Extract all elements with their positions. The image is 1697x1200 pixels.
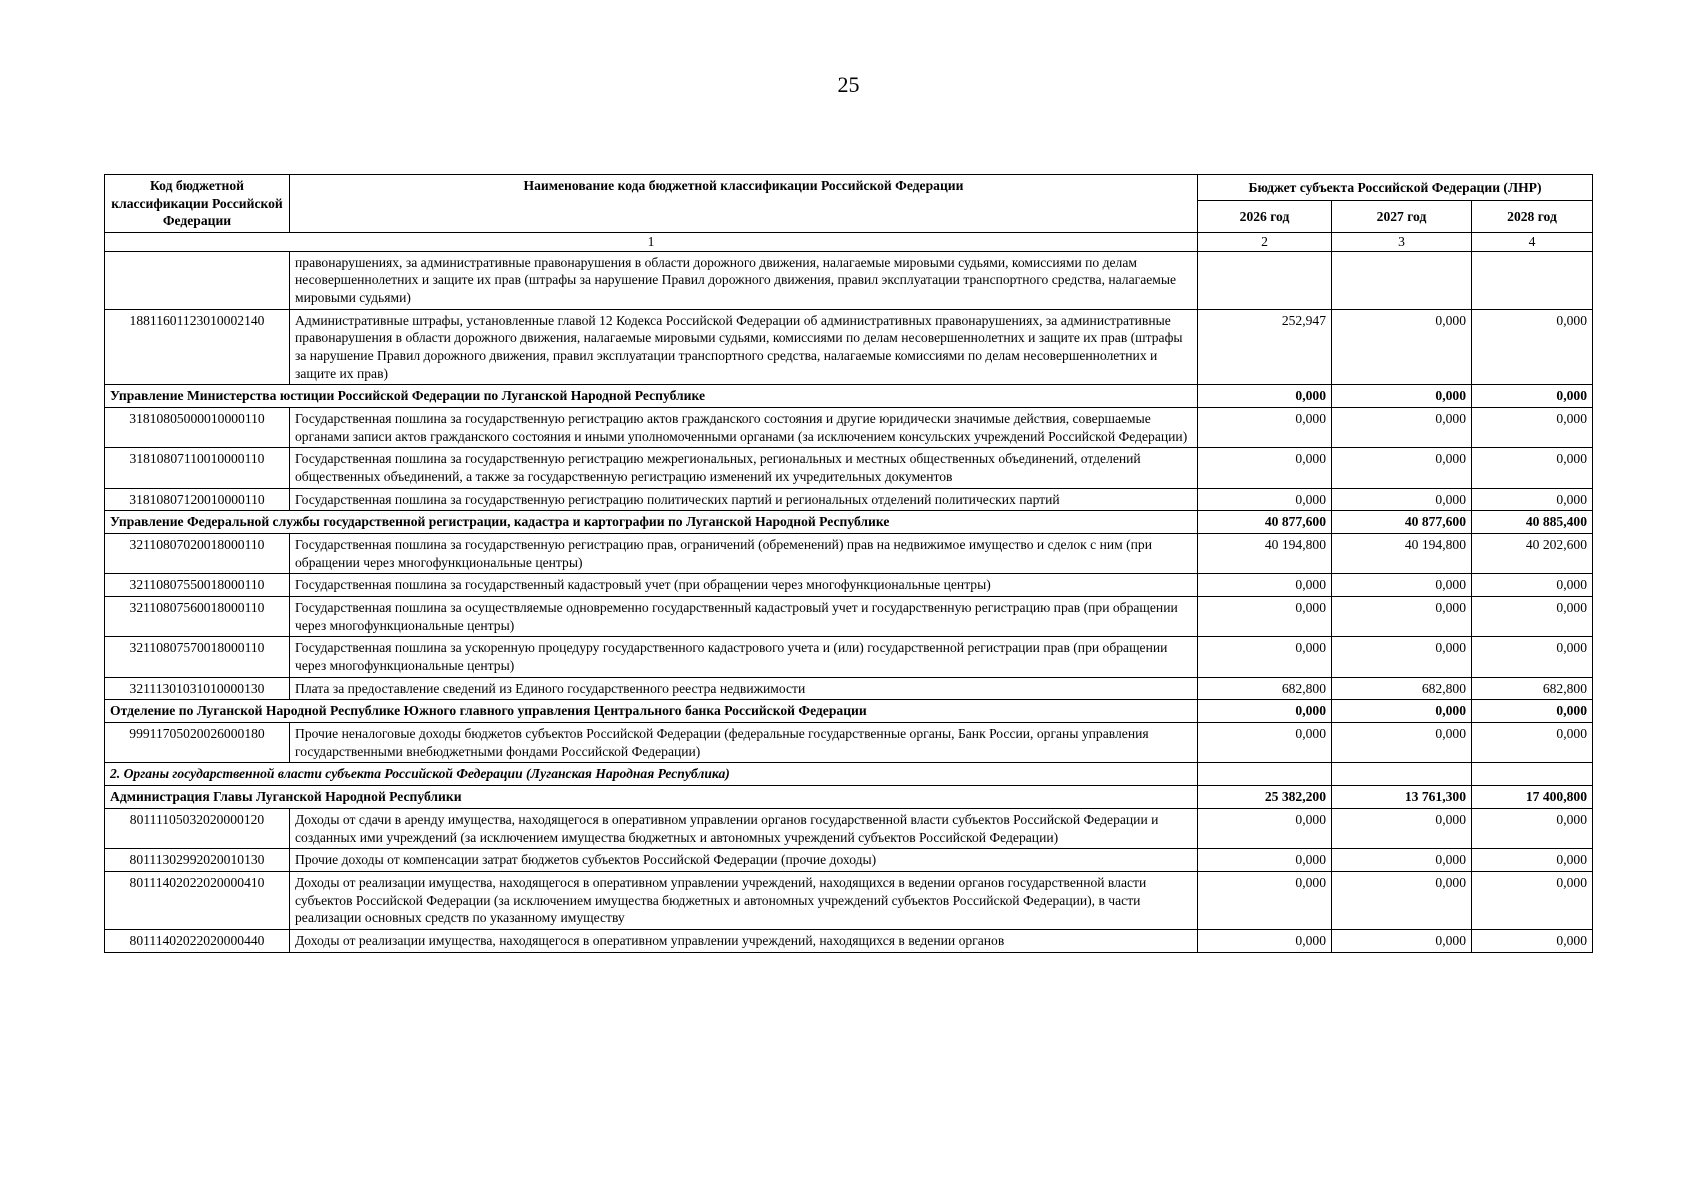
value-2027: 13 761,300 (1332, 786, 1472, 809)
value-2028: 17 400,800 (1472, 786, 1593, 809)
table-row (105, 448, 1593, 488)
value-2028: 0,000 (1472, 574, 1593, 597)
value-2028 (1472, 251, 1593, 309)
table-row (105, 849, 1593, 872)
value-2027: 0,000 (1332, 700, 1472, 723)
section-row (105, 786, 1593, 809)
table-row (105, 408, 1593, 448)
value-2027 (1332, 251, 1472, 309)
column-numbers-row (105, 233, 1593, 252)
value-2026: 682,800 (1198, 677, 1332, 700)
row-name: Административные штрафы, установленные главой 12 Кодекса Российской Федерации об административных правонарушениях, за административные правонарушения в области дорожного движения, налагаемые мировыми судьями, комиссиями по делам несовершеннолетних и защите их прав (штрафы за нарушение Правил дорожного движения, правил эксплуатации транспортного средства, налагаемые комиссиями по делам несовершеннолетних и защите их прав) (290, 309, 1198, 385)
value-2027: 0,000 (1332, 488, 1472, 511)
row-code: 80111402022020000440 (105, 929, 290, 952)
value-2027: 40 877,600 (1332, 511, 1472, 534)
value-2026: 0,000 (1198, 700, 1332, 723)
value-2028: 682,800 (1472, 677, 1593, 700)
value-2026: 0,000 (1198, 597, 1332, 637)
row-code: 31810805000010000110 (105, 408, 290, 448)
value-2027: 0,000 (1332, 385, 1472, 408)
section-row (105, 700, 1593, 723)
table-row (105, 488, 1593, 511)
row-name: Доходы от реализации имущества, находящегося в оперативном управлении учреждений, находящихся в ведении органов государственной власти субъектов Российской Федерации (за исключением имущества бюджетных и автономных учреждений субъектов Российской Федерации), в части реализации основных средств по указанному имуществу (290, 871, 1198, 929)
table-row (105, 574, 1593, 597)
row-code: 99911705020026000180 (105, 723, 290, 763)
value-2028: 0,000 (1472, 700, 1593, 723)
value-2028: 0,000 (1472, 385, 1593, 408)
value-2026: 0,000 (1198, 385, 1332, 408)
row-name: Государственная пошлина за государственную регистрацию актов гражданского состояния и другие юридически значимые действия, совершаемые органами записи актов гражданского состояния и иными уполномоченными органами (за исключением консульских учреждений Российской Федерации) (290, 408, 1198, 448)
value-2027: 0,000 (1332, 574, 1472, 597)
value-2028: 40 885,400 (1472, 511, 1593, 534)
row-code: 80111105032020000120 (105, 808, 290, 848)
section-title: Отделение по Луганской Народной Республике Южного главного управления Центрального банка Российской Федерации (105, 700, 1198, 723)
value-2026: 0,000 (1198, 723, 1332, 763)
value-2027: 0,000 (1332, 637, 1472, 677)
value-2028: 0,000 (1472, 871, 1593, 929)
value-2028: 0,000 (1472, 637, 1593, 677)
row-code: 31810807110010000110 (105, 448, 290, 488)
value-2026: 40 194,800 (1198, 534, 1332, 574)
row-name: Государственная пошлина за ускоренную процедуру государственного кадастрового учета и (или) государственной регистрации прав (при обращении через многофункциональные центры) (290, 637, 1198, 677)
value-2026 (1198, 251, 1332, 309)
table-row (105, 808, 1593, 848)
value-2028: 0,000 (1472, 849, 1593, 872)
category-title: 2. Органы государственной власти субъекта Российской Федерации (Луганская Народная Республика) (105, 763, 1198, 786)
header-year-2027: 2027 год (1332, 201, 1472, 233)
table-row (105, 534, 1593, 574)
table-row (105, 929, 1593, 952)
section-title: Администрация Главы Луганской Народной Республики (105, 786, 1198, 809)
col-number-3: 3 (1332, 233, 1472, 252)
value-2028: 40 202,600 (1472, 534, 1593, 574)
table-row (105, 637, 1593, 677)
table-row (105, 309, 1593, 385)
budget-table (104, 174, 1593, 953)
section-row (105, 511, 1593, 534)
value-2028: 0,000 (1472, 309, 1593, 385)
value-2028: 0,000 (1472, 723, 1593, 763)
header-name: Наименование кода бюджетной классификации Российской Федерации (290, 175, 1198, 233)
row-name: Доходы от реализации имущества, находящегося в оперативном управлении учреждений, находящихся в ведении органов (290, 929, 1198, 952)
table-row (105, 871, 1593, 929)
value-2027: 0,000 (1332, 408, 1472, 448)
value-2027: 0,000 (1332, 871, 1472, 929)
value-2027: 0,000 (1332, 448, 1472, 488)
table-row (105, 251, 1593, 309)
row-code: 18811601123010002140 (105, 309, 290, 385)
value-2026: 0,000 (1198, 637, 1332, 677)
col-number-4: 4 (1472, 233, 1593, 252)
col-number-1: 1 (105, 233, 1198, 252)
value-2027: 682,800 (1332, 677, 1472, 700)
section-row (105, 385, 1593, 408)
row-code: 80111402022020000410 (105, 871, 290, 929)
row-name: Прочие доходы от компенсации затрат бюджетов субъектов Российской Федерации (прочие доходы) (290, 849, 1198, 872)
col-number-2: 2 (1198, 233, 1332, 252)
header-budget: Бюджет субъекта Российской Федерации (ЛНР) (1198, 175, 1593, 201)
row-name: Государственная пошлина за государственную регистрацию политических партий и региональных отделений политических партий (290, 488, 1198, 511)
value-2027: 40 194,800 (1332, 534, 1472, 574)
value-2026: 0,000 (1198, 849, 1332, 872)
row-code (105, 251, 290, 309)
value-2026: 0,000 (1198, 448, 1332, 488)
section-title: Управление Министерства юстиции Российской Федерации по Луганской Народной Республике (105, 385, 1198, 408)
value-2027: 0,000 (1332, 808, 1472, 848)
row-name: Доходы от сдачи в аренду имущества, находящегося в оперативном управлении органов государственной власти субъектов Российской Федерации и созданных ими учреждений (за исключением имущества бюджетных и автономных учреждений субъектов Российской Федерации) (290, 808, 1198, 848)
row-name: Государственная пошлина за государственную регистрацию межрегиональных, региональных и местных общественных объединений, отделений общественных объединений, а также за государственную регистрацию изменений их учредительных документов (290, 448, 1198, 488)
value-2026: 0,000 (1198, 574, 1332, 597)
value-2026: 0,000 (1198, 408, 1332, 448)
table-body (105, 251, 1593, 952)
row-code: 31810807120010000110 (105, 488, 290, 511)
row-code: 32110807570018000110 (105, 637, 290, 677)
category-row (105, 763, 1593, 786)
page-number: 25 (837, 72, 860, 97)
value-2028: 0,000 (1472, 929, 1593, 952)
value-2028: 0,000 (1472, 448, 1593, 488)
row-name: Прочие неналоговые доходы бюджетов субъектов Российской Федерации (федеральные государственные органы, Банк России, органы управления государственными внебюджетными фондами Российской Федерации) (290, 723, 1198, 763)
row-code: 32110807560018000110 (105, 597, 290, 637)
value-2027: 0,000 (1332, 929, 1472, 952)
value-2026: 0,000 (1198, 808, 1332, 848)
value-2028: 0,000 (1472, 408, 1593, 448)
value-2026: 0,000 (1198, 488, 1332, 511)
value-2028: 0,000 (1472, 488, 1593, 511)
row-code: 32110807550018000110 (105, 574, 290, 597)
row-name: Государственная пошлина за государственный кадастровый учет (при обращении через многофункциональные центры) (290, 574, 1198, 597)
value-2026: 25 382,200 (1198, 786, 1332, 809)
section-title: Управление Федеральной службы государственной регистрации, кадастра и картографии по Луганской Народной Республике (105, 511, 1198, 534)
row-name: Плата за предоставление сведений из Единого государственного реестра недвижимости (290, 677, 1198, 700)
value-2026: 0,000 (1198, 871, 1332, 929)
table-row (105, 677, 1593, 700)
row-code: 80111302992020010130 (105, 849, 290, 872)
table-row (105, 597, 1593, 637)
row-name: Государственная пошлина за государственную регистрацию прав, ограничений (обременений) прав на недвижимое имущество и сделок с ним (при обращении через многофункциональные центры) (290, 534, 1198, 574)
header-code: Код бюджетной классификации Российской Федерации (105, 175, 290, 233)
row-name: правонарушениях, за административные правонарушения в области дорожного движения, налагаемые мировыми судьями, комиссиями по делам несовершеннолетних и защите их прав (штрафы за нарушение Правил дорожного движения, правил эксплуатации транспортного средства, налагаемые мировыми судьями) (290, 251, 1198, 309)
value-2028: 0,000 (1472, 597, 1593, 637)
value-2026: 0,000 (1198, 929, 1332, 952)
value-2027 (1332, 763, 1472, 786)
header-year-2026: 2026 год (1198, 201, 1332, 233)
value-2027: 0,000 (1332, 849, 1472, 872)
row-name: Государственная пошлина за осуществляемые одновременно государственный кадастровый учет и государственную регистрацию прав (при обращении через многофункциональные центры) (290, 597, 1198, 637)
header-year-2028: 2028 год (1472, 201, 1593, 233)
value-2026: 252,947 (1198, 309, 1332, 385)
value-2026 (1198, 763, 1332, 786)
value-2026: 40 877,600 (1198, 511, 1332, 534)
row-code: 32111301031010000130 (105, 677, 290, 700)
value-2028 (1472, 763, 1593, 786)
row-code: 32110807020018000110 (105, 534, 290, 574)
value-2027: 0,000 (1332, 597, 1472, 637)
value-2028: 0,000 (1472, 808, 1593, 848)
table-row (105, 723, 1593, 763)
value-2027: 0,000 (1332, 309, 1472, 385)
value-2027: 0,000 (1332, 723, 1472, 763)
